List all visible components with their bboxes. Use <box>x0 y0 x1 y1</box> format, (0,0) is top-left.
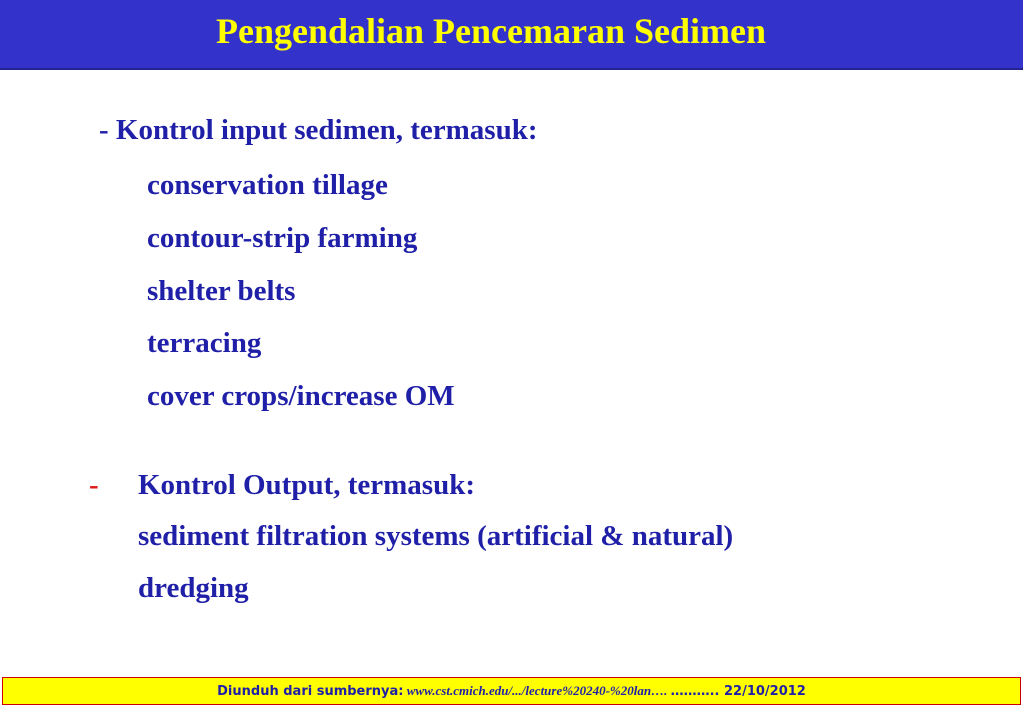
footer-date: ……….. 22/10/2012 <box>670 684 806 699</box>
source-footer <box>2 677 1021 705</box>
input-item-contour-strip-farming: contour-strip farming <box>147 222 418 254</box>
input-item-cover-crops: cover crops/increase OM <box>147 380 455 412</box>
footer-source-link[interactable]: www.cst.cmich.edu/.../lecture%20240-%20lan…. <box>406 683 668 698</box>
output-item-dredging: dredging <box>138 572 249 604</box>
output-section-heading: Kontrol Output, termasuk: <box>138 469 476 501</box>
output-item-sediment-filtration: sediment filtration systems (artificial & natural) <box>138 520 734 552</box>
input-section-heading: - Kontrol input sedimen, termasuk: <box>99 114 538 146</box>
title-bar <box>0 0 1023 70</box>
output-bullet-dash: - <box>89 469 99 501</box>
footer-label: Diunduh dari sumbernya: <box>217 684 404 699</box>
slide-title: Pengendalian Pencemaran Sedimen <box>216 11 766 51</box>
input-item-shelter-belts: shelter belts <box>147 275 296 307</box>
input-item-conservation-tillage: conservation tillage <box>147 169 388 201</box>
input-item-terracing: terracing <box>147 327 262 359</box>
